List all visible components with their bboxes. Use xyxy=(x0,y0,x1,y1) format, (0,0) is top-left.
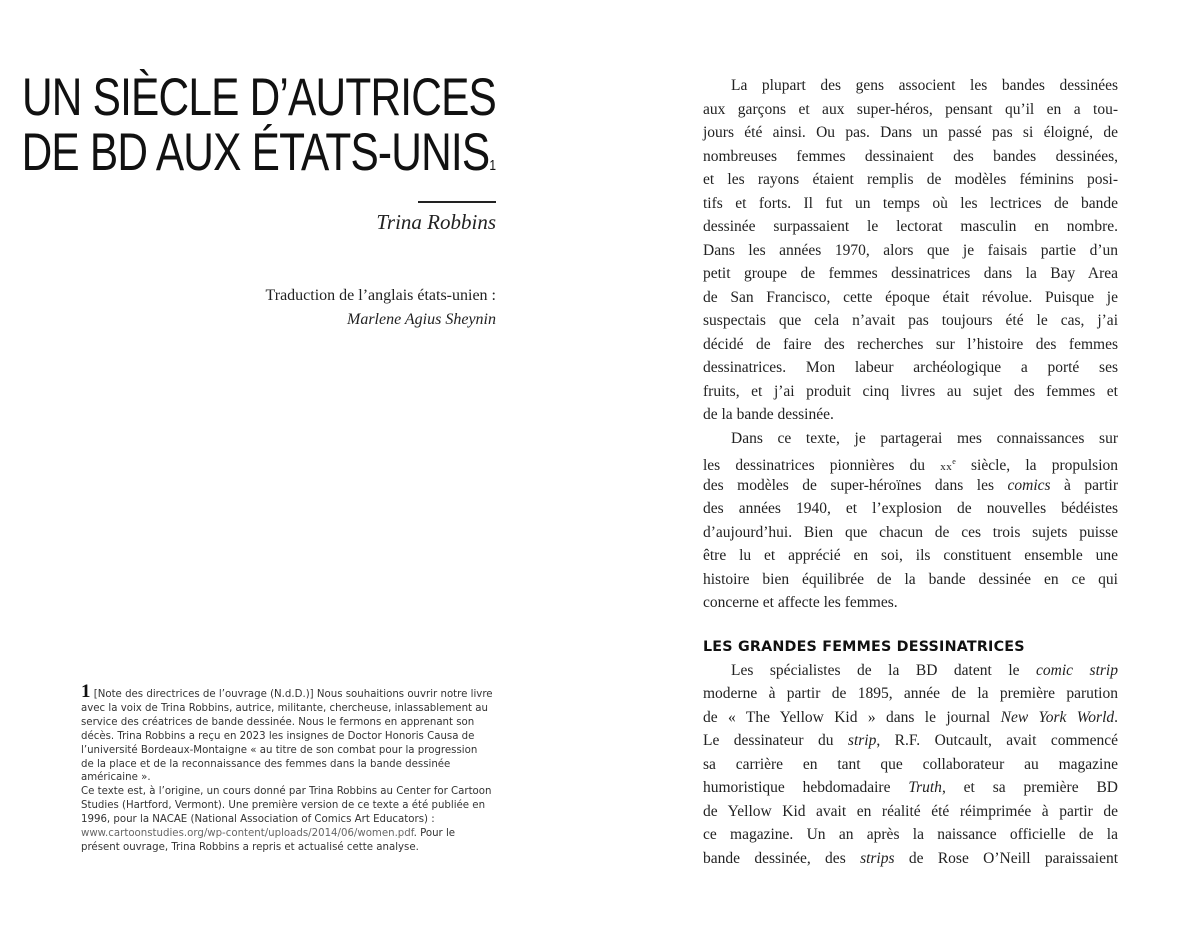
para3-text: humoristique hebdomadaire xyxy=(703,779,909,796)
para3-text: Le dessinateur du xyxy=(703,732,848,749)
para1-line: jours été ainsi. Ou pas. Dans un passé pas si éloigné, de xyxy=(703,124,1118,141)
translation-label: Traduction de l’anglais états-unien : xyxy=(265,287,496,304)
para1-line: fruits, et j’ai produit cinq livres au sujet des femmes et xyxy=(703,382,1118,400)
para1-line: dessinée surpassaient le lectorat masculin en nombre. xyxy=(703,218,1118,235)
century-sup: e xyxy=(952,457,956,466)
para3-line: moderne à partir de 1895, année de la première parution xyxy=(703,685,1118,702)
para3-line xyxy=(703,659,1118,683)
footnote-number: 1 xyxy=(81,681,91,702)
section-heading: LES GRANDES FEMMES DESSINATRICES xyxy=(703,638,1025,655)
para2-line: des années 1940, et l’explosion de nouvelles bédéistes xyxy=(703,500,1118,517)
para1-line: dessinatrices. Mon labeur archéologique a porté ses xyxy=(703,359,1118,376)
footnote-text-end: . Pour le présent ouvrage, Trina Robbins a repris et actualisé cette analyse. xyxy=(81,828,456,853)
para1-line: aux garçons et aux super-héros, pensant qu’il en a tou- xyxy=(703,100,1118,118)
para1-line: Dans les années 1970, alors que je faisais partie d’un xyxy=(703,241,1118,259)
para1-line: décidé de faire des recherches sur l’histoire des femmes xyxy=(703,335,1118,353)
para3-italic: New York World xyxy=(1000,708,1115,726)
para1-line: de la bande dessinée. xyxy=(703,406,834,423)
para3-italic: Truth xyxy=(908,779,942,796)
title-divider xyxy=(418,201,496,203)
para1-line: tifs et forts. Il fut un temps où les lectrices de bande xyxy=(703,194,1118,212)
para3-line: sa carrière en tant que collaborateur au magazine xyxy=(703,755,1118,773)
para3-text: , R.F. Outcault, avait commencé xyxy=(876,732,1118,749)
para3-line: de Yellow Kid avait en réalité été réimprimée à partir de xyxy=(703,802,1118,820)
para1-line: suspectais que cela n’avait pas toujours été le cas, j’ai xyxy=(703,312,1118,329)
para1-line: de San Francisco, cette époque était révolue. Puisque je xyxy=(703,288,1118,306)
para3-italic: strip xyxy=(847,732,877,749)
footnote xyxy=(81,681,493,855)
footnote-text: [Note des directrices de l’ouvrage (N.d.D.)] Nous souhaitions ouvrir notre livre avec la voix de Trina Robbins, autrice, militante, chercheuse, inlassablement au service des créatrices de bande dessinée. Nous le fermons en apprenant son décès. Trina Robbins a reçu en 2023 les insignes de Doctor Honoris Causa de l’université Bordeaux-Montaigne « au titre de son combat pour la progression de la place et de la reconnaissance des femmes dans la bande dessinée américaine ». Ce texte est, à l’origine, un cours donné par Trina Robbins au Center for Cartoon Studies (Hartford, Vermont). Une première version de ce texte a été publiée en 1996, pour la NACAE (National Association of Comics Art Educators) : xyxy=(81,689,493,826)
para2-line: histoire bien équilibrée de la bande dessinée en ce qui xyxy=(703,570,1118,588)
para1-line: et les rayons étaient remplis de modèles féminins posi- xyxy=(703,171,1118,188)
title-line-1: UN SIÈCLE D’AUTRICES xyxy=(21,68,496,127)
century-roman: xx xyxy=(940,461,953,474)
section-gap xyxy=(703,615,1118,635)
para3-italic: strips xyxy=(860,849,895,867)
right-page xyxy=(599,0,1198,949)
para3-line xyxy=(703,847,1118,871)
para1-line: petit groupe de femmes dessinatrices dans la Bay Area xyxy=(703,265,1118,282)
para3-text: de « The Yellow Kid » dans le journal xyxy=(703,708,1001,726)
para2-line xyxy=(703,450,1118,474)
para1-line: nombreuses femmes dessinaient des bandes dessinées, xyxy=(703,147,1118,165)
para3-line xyxy=(703,729,1118,753)
para2-text: des modèles de super-héroïnes dans les xyxy=(703,476,1008,494)
comics-italic: comics xyxy=(1007,476,1051,494)
para2-text: siècle, la propulsion xyxy=(955,457,1119,475)
para1-line: La plupart des gens associent les bandes dessinées xyxy=(731,77,1118,94)
para2-line: d’aujourd’hui. Bien que chacun de ces trois sujets puisse xyxy=(703,523,1118,541)
para3-line xyxy=(703,706,1118,730)
para2-line: concerne et affecte les femmes. xyxy=(703,594,898,611)
para3-text: , et sa première BD xyxy=(941,779,1118,796)
para3-text: de Rose O’Neill paraissaient xyxy=(894,849,1119,867)
title-line-2: DE BD AUX ÉTATS-UNIS xyxy=(21,123,490,182)
chapter-title xyxy=(22,70,496,193)
translator-name: Marlene Agius Sheynin xyxy=(346,311,496,328)
para2-line xyxy=(703,474,1118,498)
para3-text: . xyxy=(1114,708,1119,726)
author-name: Trina Robbins xyxy=(376,210,496,234)
para2-line: être lu et apprécié en soi, ils constituent ensemble une xyxy=(703,547,1118,564)
para3-line xyxy=(703,776,1118,800)
para3-italic: comic strip xyxy=(1036,661,1118,679)
para2-line: Dans ce texte, je partagerai mes connaissances sur xyxy=(731,429,1118,447)
para3-text: Les spécialistes de la BD datent le xyxy=(731,661,1037,679)
title-footnote-ref[interactable]: 1 xyxy=(489,157,496,174)
body-text xyxy=(703,74,1118,870)
para2-text: à partir xyxy=(1050,476,1118,494)
para3-line: ce magazine. Un an après la naissance officielle de la xyxy=(703,826,1118,843)
footnote-url[interactable]: www.cartoonstudies.org/wp-content/uploads/2014/06/women.pdf xyxy=(81,828,414,840)
para2-text: les dessinatrices pionnières du xyxy=(703,457,941,475)
para3-text: bande dessinée, des xyxy=(703,849,861,867)
